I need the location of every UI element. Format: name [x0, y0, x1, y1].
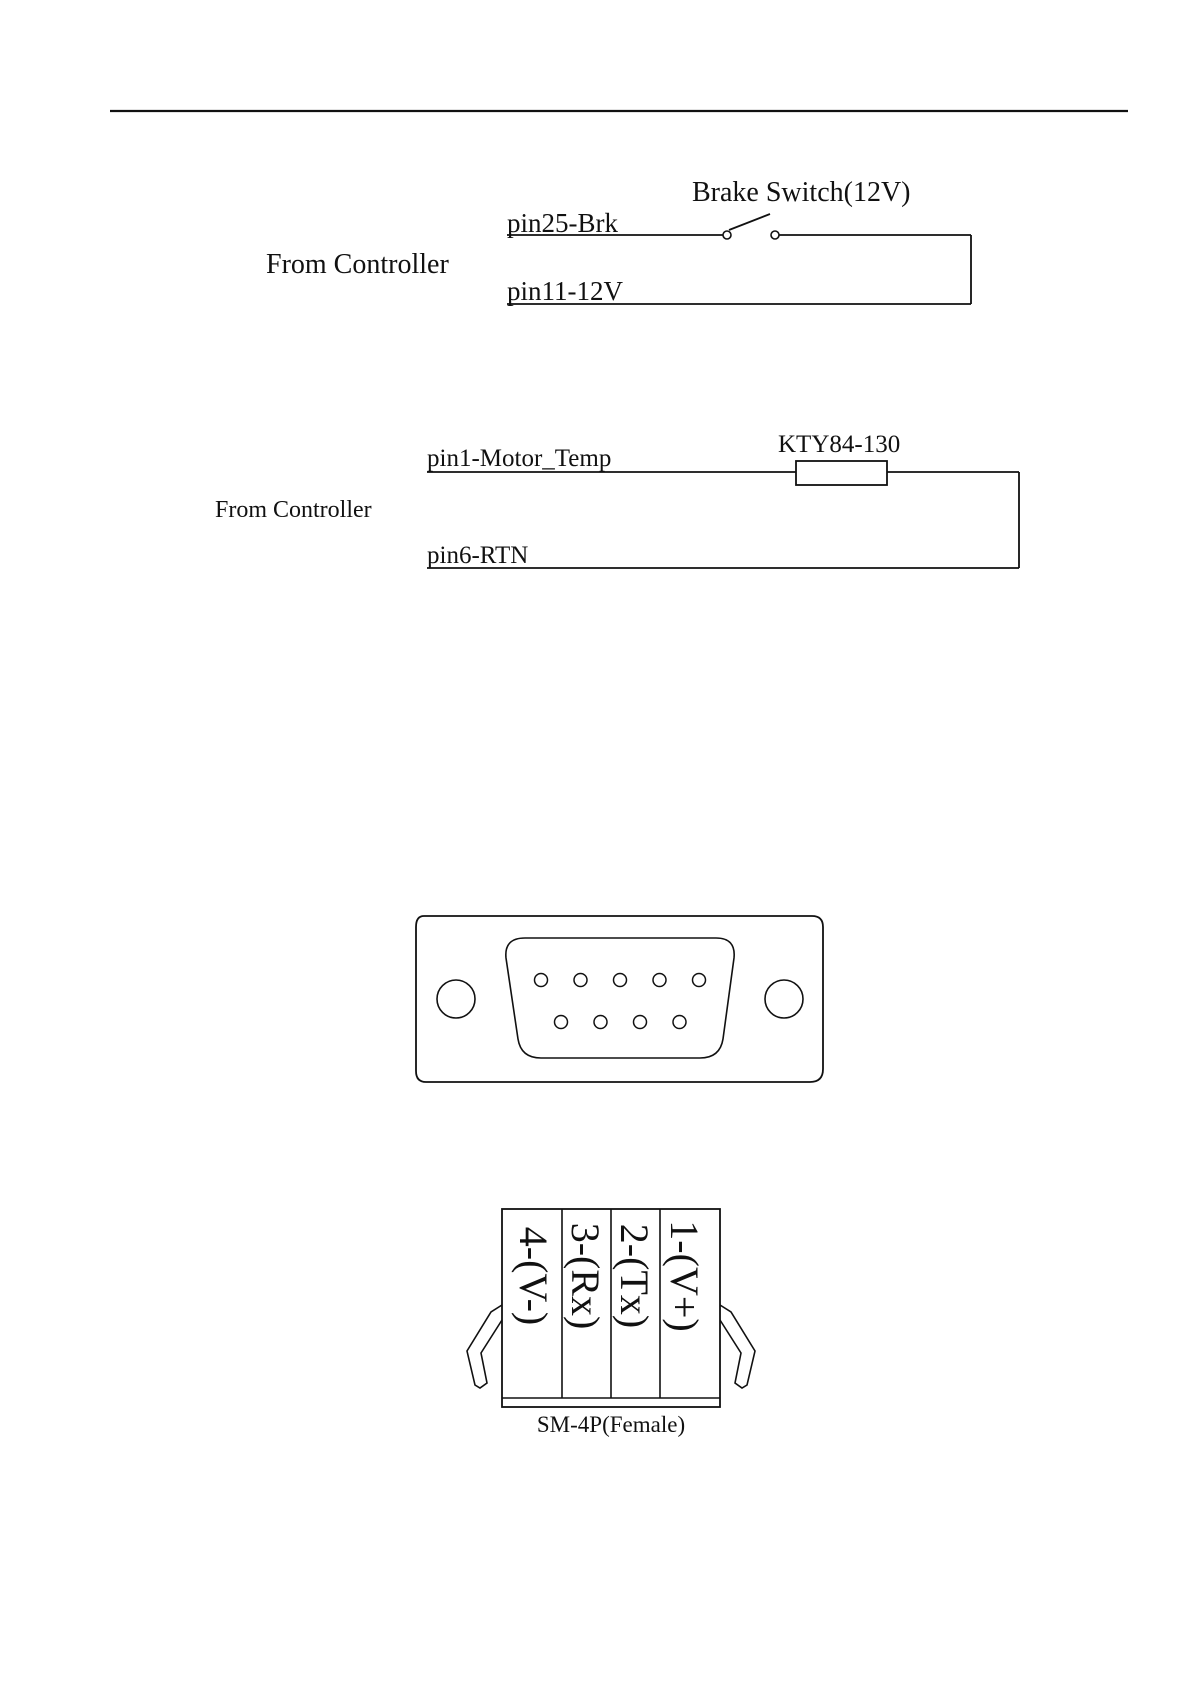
db9-pin-group — [535, 974, 706, 1029]
db9-pin-hole-6 — [555, 1016, 568, 1029]
brake-switch-contact-right — [771, 231, 779, 239]
brake-pin-bottom-label: pin11-12V — [507, 276, 623, 306]
sm4p-latch-right — [720, 1305, 755, 1388]
db9-pin-hole-2 — [574, 974, 587, 987]
temp-pin-top-label: pin1-Motor_Temp — [427, 445, 612, 472]
sm4p-pin-label-2: 2-(Tx) — [612, 1223, 657, 1329]
temp-from-controller-label: From Controller — [215, 497, 372, 523]
db9-mount-hole-left — [437, 980, 475, 1018]
sm4p-pin-label-1: 1-(V+) — [662, 1220, 707, 1332]
db9-pin-hole-1 — [535, 974, 548, 987]
brake-pin-top-label: pin25-Brk — [507, 208, 618, 238]
brake-switch-contact-left — [723, 231, 731, 239]
db9-mount-hole-right — [765, 980, 803, 1018]
brake-switch-circuit — [266, 177, 971, 306]
db9-pin-hole-3 — [614, 974, 627, 987]
sm4p-caption: SM-4P(Female) — [536, 1412, 686, 1437]
kty84-resistor — [796, 461, 887, 485]
temp-pin-bottom-label: pin6-RTN — [427, 542, 529, 569]
db9-pin-hole-5 — [693, 974, 706, 987]
brake-switch-label: Brake Switch(12V) — [692, 177, 911, 208]
db9-pin-hole-7 — [594, 1016, 607, 1029]
brake-from-controller-label: From Controller — [266, 249, 449, 280]
sm4p-pin-label-3: 3-(Rx) — [563, 1222, 608, 1330]
sm4p-pin-label-4: 4-(V-) — [511, 1226, 556, 1326]
sm4p-latch-left — [467, 1305, 502, 1388]
db9-pin-hole-4 — [653, 974, 666, 987]
sm4p-connector — [467, 1209, 755, 1437]
temp-sensor-label: KTY84-130 — [778, 431, 901, 458]
db9-connector — [416, 916, 823, 1082]
db9-shell-outline — [416, 916, 823, 1082]
db9-d-shape — [506, 938, 734, 1058]
db9-pin-hole-9 — [673, 1016, 686, 1029]
db9-pin-hole-8 — [634, 1016, 647, 1029]
brake-switch-blade — [729, 214, 770, 230]
motor-temp-circuit — [215, 431, 1019, 569]
